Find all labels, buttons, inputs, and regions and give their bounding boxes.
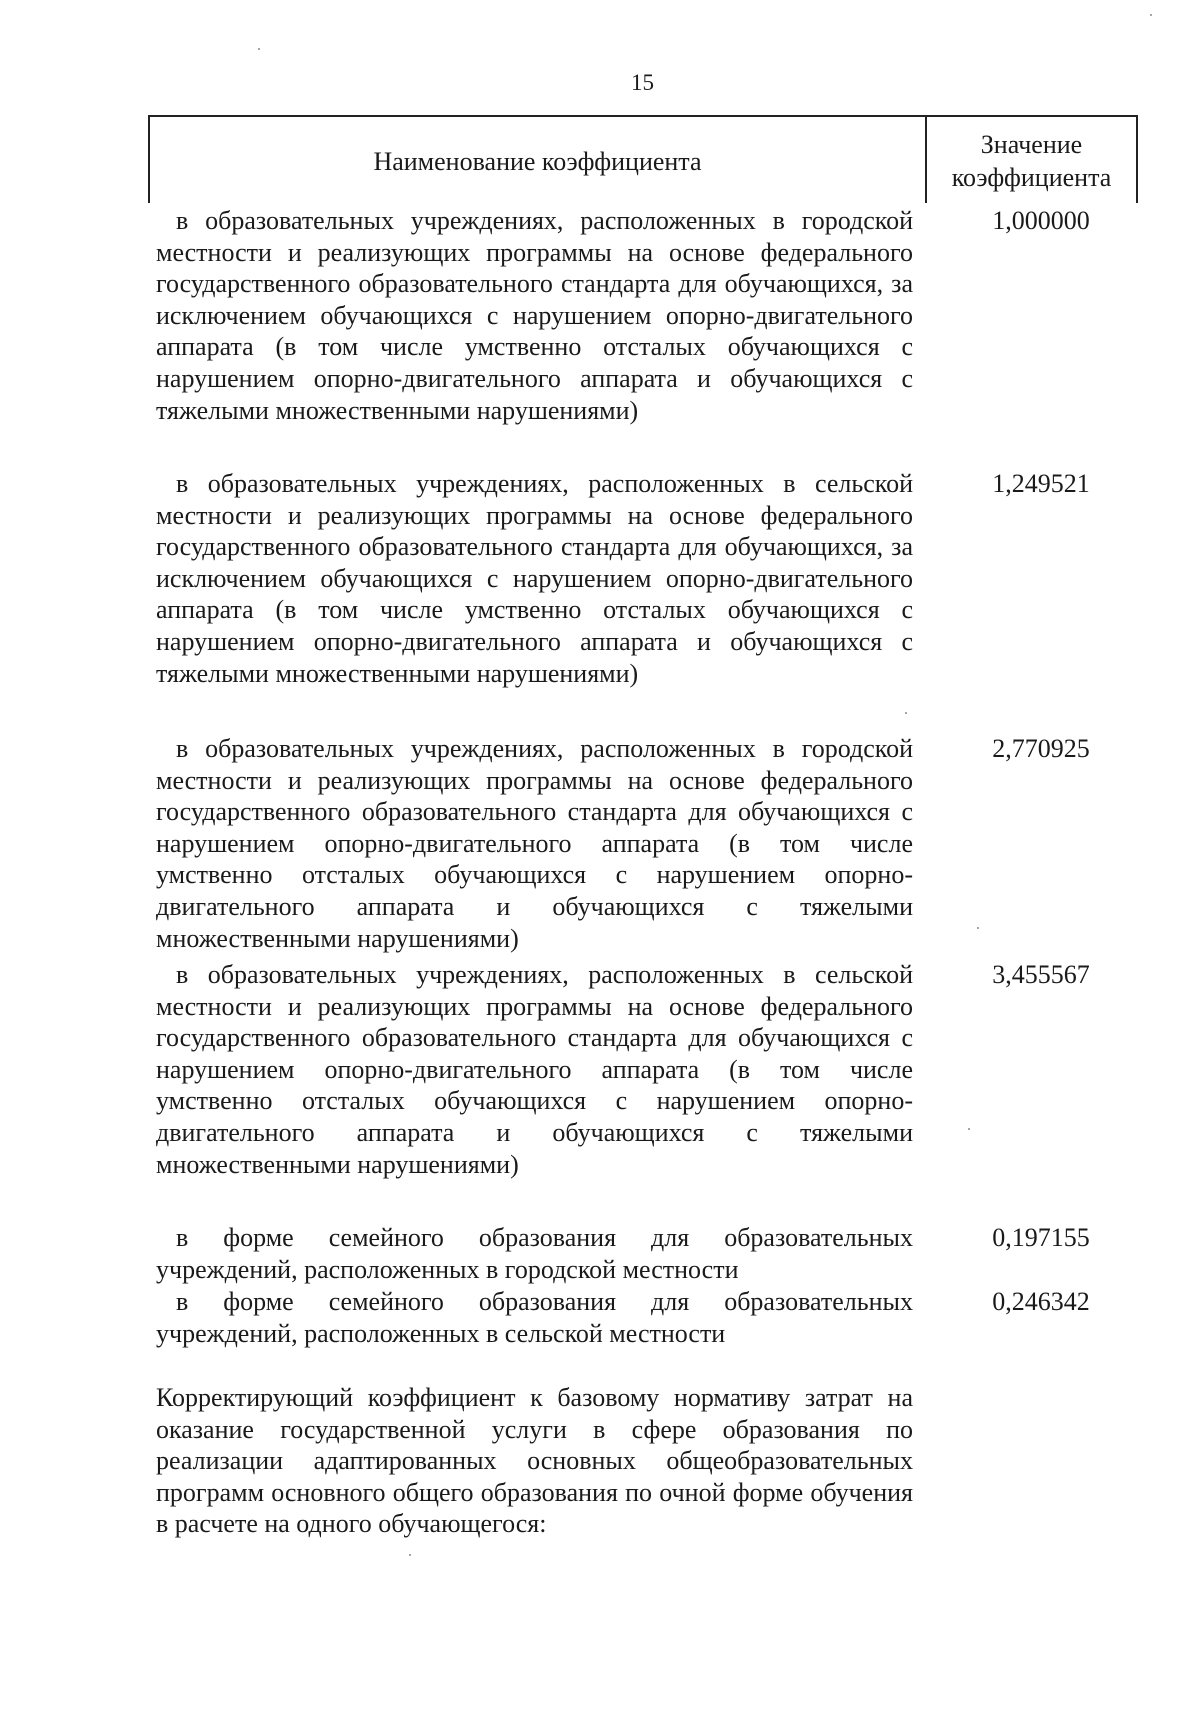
closing-paragraph: Корректирующий коэффициент к базовому нормативу затрат на оказание государственной услуги в сфере образования по реализации адаптированных основных общеобразовательных программ основного общего образования по очной форме обучения в расчете на одного обучающегося:	[156, 1383, 913, 1539]
scan-speck	[977, 927, 979, 929]
coefficient-name: в форме семейного образования для образовательных учреждений, расположенных в сельской местности	[156, 1287, 913, 1348]
coefficient-value: 1,000000	[992, 206, 1090, 235]
coefficient-name: в форме семейного образования для образовательных учреждений, расположенных в городской местности	[156, 1223, 913, 1284]
coefficient-name: в образовательных учреждениях, расположенных в городской местности и реализующих программы на основе федерального государственного образовательного стандарта для обучающихся, за исключением обучающихся с нарушением опорно-двигательного аппарата (в том числе умственно отсталых обучающихся с нарушением опорно-двигательного аппарата и обучающихся с тяжелыми множественными нарушениями)	[156, 206, 913, 425]
header-value-column: Значение коэффициента	[951, 130, 1112, 192]
table-row	[156, 959, 1156, 1180]
table-row	[156, 205, 1156, 426]
table-row	[156, 733, 1156, 954]
header-name-column: Наименование коэффициента	[150, 117, 927, 203]
table-header	[148, 115, 1138, 203]
coefficient-name: в образовательных учреждениях, расположенных в сельской местности и реализующих программы на основе федерального государственного образовательного стандарта для обучающихся, за исключением обучающихся с нарушением опорно-двигательного аппарата (в том числе умственно отсталых обучающихся с нарушением опорно-двигательного аппарата и обучающихся с тяжелыми множественными нарушениями)	[156, 469, 913, 688]
coefficient-value: 2,770925	[992, 734, 1090, 763]
scan-speck	[1150, 14, 1152, 16]
scan-speck	[905, 712, 907, 714]
page-number: 15	[631, 70, 654, 95]
coefficient-name: в образовательных учреждениях, расположенных в сельской местности и реализующих программы на основе федерального государственного образовательного стандарта для обучающихся с нарушением опорно-двигательного аппарата (в том числе умственно отсталых обучающихся с нарушением опорно-двигательного аппарата и обучающихся с тяжелыми множественными нарушениями)	[156, 960, 913, 1179]
coefficient-value: 0,197155	[992, 1223, 1090, 1252]
scan-speck	[409, 1554, 411, 1556]
scan-speck	[258, 48, 260, 50]
coefficient-name: в образовательных учреждениях, расположенных в городской местности и реализующих программы на основе федерального государственного образовательного стандарта для обучающихся с нарушением опорно-двигательного аппарата (в том числе умственно отсталых обучающихся с нарушением опорно-двигательного аппарата и обучающихся с тяжелыми множественными нарушениями)	[156, 734, 913, 953]
table-row	[156, 468, 1156, 689]
coefficient-value: 3,455567	[992, 960, 1090, 989]
table-row	[156, 1286, 1156, 1349]
coefficient-value: 0,246342	[992, 1287, 1090, 1316]
table-row	[156, 1222, 1156, 1285]
coefficient-value: 1,249521	[992, 469, 1090, 498]
scan-speck	[968, 1128, 970, 1130]
